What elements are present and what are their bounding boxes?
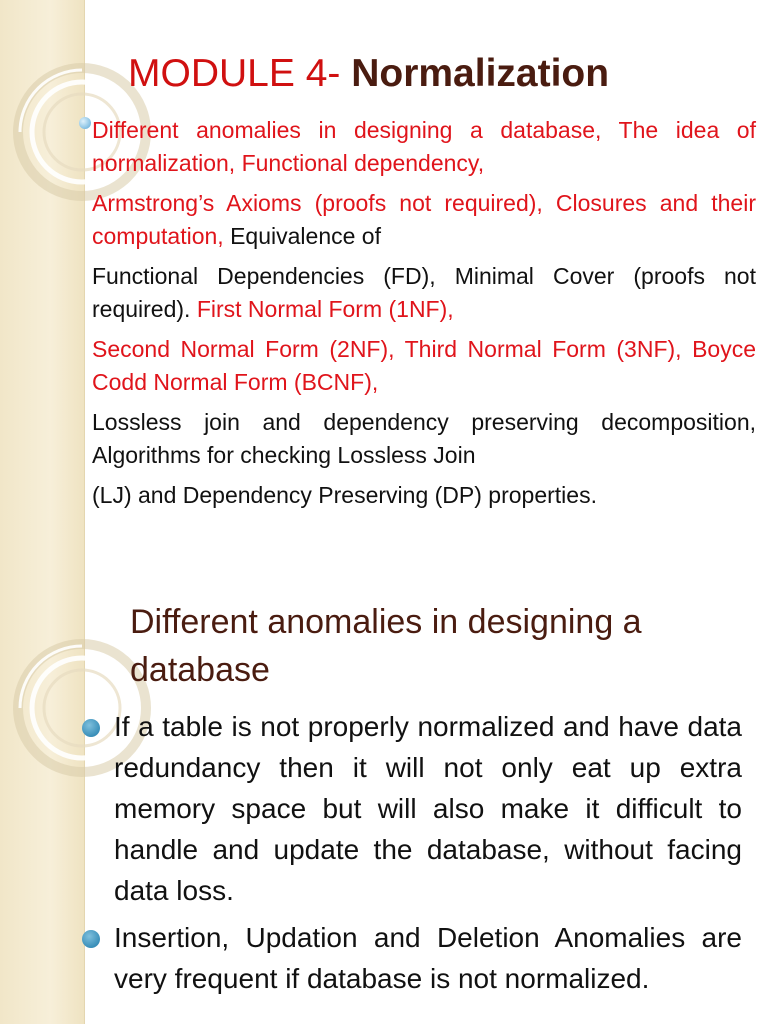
list-item bbox=[80, 706, 742, 911]
list-item-text: If a table is not properly normalized and have data redundancy then it will not only eat up extra memory space but will also make it difficult to handle and update the database, without facing data loss. bbox=[114, 711, 742, 906]
topic-text: Armstrong’s Axioms (proofs not required), Closures and their computation, bbox=[92, 190, 756, 249]
topic-text: Lossless join and dependency preserving decomposition, Algorithms for checking Lossless Join bbox=[92, 409, 756, 468]
topic-paragraph bbox=[92, 260, 756, 326]
title-prefix: MODULE 4- bbox=[128, 52, 352, 95]
section-title: Different anomalies in designing a database bbox=[130, 603, 642, 689]
topic-text: Second Normal Form (2NF), Third Normal Form (3NF), Boyce Codd Normal Form (BCNF), bbox=[92, 336, 756, 395]
title-main: Normalization bbox=[351, 52, 610, 95]
topic-paragraph bbox=[92, 479, 756, 512]
topic-paragraph bbox=[92, 333, 756, 399]
topic-paragraph bbox=[92, 114, 756, 180]
topic-paragraph bbox=[92, 187, 756, 253]
page-title bbox=[128, 52, 609, 96]
topic-paragraph bbox=[92, 406, 756, 472]
slide-anomalies bbox=[0, 576, 768, 1024]
topic-text: (LJ) and Dependency Preserving (DP) properties. bbox=[92, 482, 597, 508]
bullet-list bbox=[80, 706, 742, 1005]
bullet-icon bbox=[79, 117, 91, 129]
list-item bbox=[80, 917, 742, 999]
syllabus-topics bbox=[92, 114, 756, 519]
topic-text: Different anomalies in designing a database, The idea of normalization, Functional dependency, bbox=[92, 117, 756, 176]
list-item-text: Insertion, Updation and Deletion Anomalies are very frequent if database is not normalized. bbox=[114, 922, 742, 994]
bullet-icon bbox=[82, 719, 100, 737]
topic-text: Functional Dependencies (FD), Minimal Cover (proofs not required). bbox=[92, 263, 756, 322]
topic-text: Equivalence of bbox=[230, 223, 381, 249]
topic-text: First Normal Form (1NF), bbox=[196, 296, 454, 322]
bullet-icon bbox=[82, 930, 100, 948]
